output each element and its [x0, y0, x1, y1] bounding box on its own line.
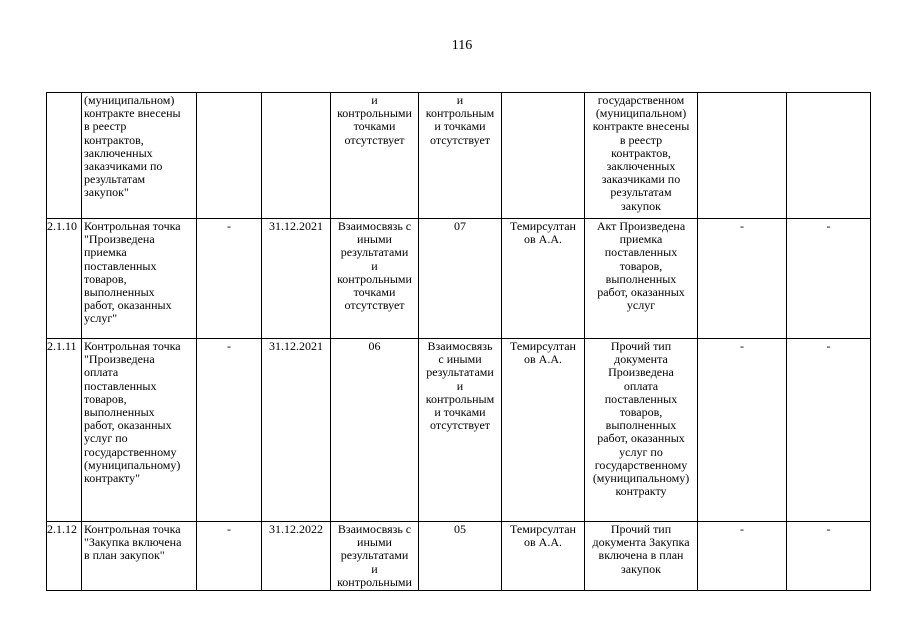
cell-end-date: 31.12.2021	[262, 219, 331, 339]
cell-extra-2: -	[787, 522, 871, 591]
cell-control-point: Контрольная точка "Произведена оплата поставленных товаров, выполненных работ, оказанных услуг по государственному (муниципальному) контракту"	[82, 339, 197, 522]
cell-end-date: 31.12.2021	[262, 339, 331, 522]
cell-responsible: Темирсултан ов А.А.	[502, 219, 585, 339]
cell-responsible: Темирсултан ов А.А.	[502, 339, 585, 522]
cell-predecessors: Взаимосвязь с иными результатами и контрольными	[331, 522, 419, 591]
cell-extra-1: -	[698, 522, 787, 591]
cell-document: государственном (муниципальном) контракте внесены в реестр контрактов, заключенных заказчиками по результатам закупок	[585, 93, 698, 219]
page-number: 116	[451, 38, 473, 53]
cell-extra-2: -	[787, 219, 871, 339]
cell-successors: 05	[419, 522, 502, 591]
cell-responsible: Темирсултан ов А.А.	[502, 522, 585, 591]
cell-extra-1: -	[698, 219, 787, 339]
cell-responsible	[502, 93, 585, 219]
cell-predecessors: Взаимосвязь с иными результатами и контрольными точками отсутствует	[331, 219, 419, 339]
cell-successors: и контрольным и точками отсутствует	[419, 93, 502, 219]
cell-control-point: Контрольная точка "Закупка включена в план закупок"	[82, 522, 197, 591]
cell-successors: Взаимосвязь с иными результатами и контрольным и точками отсутствует	[419, 339, 502, 522]
cell-control-point: Контрольная точка "Произведена приемка поставленных товаров, выполненных работ, оказанных услуг"	[82, 219, 197, 339]
cell-document: Прочий тип документа Произведена оплата поставленных товаров, выполненных работ, оказанных услуг по государственному (муниципальному) контракту	[585, 339, 698, 522]
cell-number: 2.1.12	[47, 522, 82, 591]
cell-extra-1	[698, 93, 787, 219]
cell-predecessors: и контрольными точками отсутствует	[331, 93, 419, 219]
cell-extra-1: -	[698, 339, 787, 522]
cell-start-date: -	[197, 339, 262, 522]
cell-extra-2: -	[787, 339, 871, 522]
cell-extra-2	[787, 93, 871, 219]
cell-number: 2.1.11	[47, 339, 82, 522]
cell-number	[47, 93, 82, 219]
cell-end-date	[262, 93, 331, 219]
cell-control-point: (муниципальном) контракте внесены в реестр контрактов, заключенных заказчиками по результатам закупок"	[82, 93, 197, 219]
cell-successors: 07	[419, 219, 502, 339]
cell-end-date: 31.12.2022	[262, 522, 331, 591]
cell-predecessors: 06	[331, 339, 419, 522]
control-points-table	[46, 92, 871, 591]
cell-start-date: -	[197, 522, 262, 591]
cell-document: Акт Произведена приемка поставленных товаров, выполненных работ, оказанных услуг	[585, 219, 698, 339]
cell-number: 2.1.10	[47, 219, 82, 339]
cell-start-date	[197, 93, 262, 219]
cell-document: Прочий тип документа Закупка включена в план закупок	[585, 522, 698, 591]
cell-start-date: -	[197, 219, 262, 339]
